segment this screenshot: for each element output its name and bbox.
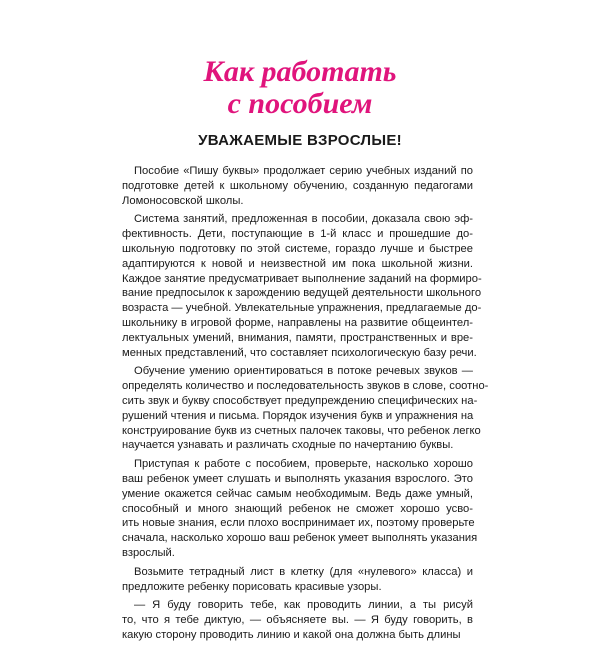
text-line: рушений чтения и письма. Порядок изучения букв и упражнения на: [122, 409, 474, 422]
text-line: способный и много знающий ребенок не сможет хорошо усво-: [122, 502, 473, 515]
text-line: то, что я тебе диктую, — объясняете вы. — Я буду говорить, в: [122, 614, 473, 627]
body-text: [110, 164, 489, 647]
section-heading: УВАЖАЕМЫЕ ВЗРОСЛЫЕ!: [198, 132, 402, 149]
page-title-line-1: Как работать: [203, 55, 397, 88]
text-line: подготовке детей к школьному обучению, созданную педагогами: [122, 179, 473, 192]
text-line: фективность. Дети, поступающие в 1-й класс и прошедшие до-: [122, 228, 473, 241]
paragraph: [110, 364, 489, 453]
text-line: менных представлений, что составляет психологическую базу речи.: [122, 346, 477, 359]
text-line: школьнику в игровой форме, направлены на развитие общеинтел-: [122, 316, 473, 329]
text-line: взрослый.: [122, 546, 175, 559]
text-line: Пособие «Пишу буквы» продолжает серию учебных изданий по: [134, 165, 473, 177]
text-line: адаптируются к новой и неизвестной им пока школьной жизни.: [122, 257, 473, 270]
text-line: Каждое занятие предусматривает выполнение заданий на формиро-: [122, 272, 482, 285]
text-line: предложите ребенку порисовать красивые узоры.: [122, 580, 382, 593]
text-line: ить новые знания, если плохо воспринимает их, поэтому проверьте: [122, 517, 475, 530]
text-line: Приступая к работе с пособием, проверьте, насколько хорошо: [134, 458, 473, 471]
text-line: школьную подготовку по этой системе, гораздо лучше и быстрее: [122, 242, 473, 255]
text-line: сначала, насколько хорошо ваш ребенок умеет выполнять указания: [122, 532, 478, 545]
page-title-line-2: с пособием: [227, 87, 373, 120]
text-line: вание предпосылок к зарождению ведущей деятельности школьного: [122, 287, 482, 300]
paragraph: [110, 164, 473, 208]
text-line: сить звук и букву способствует предупреждению специфических на-: [122, 394, 478, 407]
text-line: ваш ребенок умеет слушать и выполнять указания взрослого. Это: [122, 472, 473, 485]
text-line: Ломоносовской школы.: [122, 194, 244, 207]
text-line: Возьмите тетрадный лист в клетку (для «нулевого» класса) и: [134, 565, 473, 578]
text-line: конструирование букв из счетных палочек таковы, что ребенок легко: [122, 424, 481, 437]
text-line: научается узнавать и различать сходные по начертанию буквы.: [122, 439, 454, 452]
paragraph: [110, 457, 478, 561]
text-line: какую сторону проводить линию и какой она должна быть длины: [122, 628, 461, 641]
text-line: лектуальных умений, внимания, памяти, пространственных и вре-: [122, 331, 473, 344]
text-line: — Я буду говорить тебе, как проводить линии, а ты рисуй: [134, 599, 473, 612]
paragraph: [110, 598, 473, 642]
text-line: умение окажется сейчас самым необходимым. Ведь даже умный,: [122, 487, 473, 500]
text-line: Система занятий, предложенная в пособии, доказала свою эф-: [134, 213, 473, 226]
text-line: определять количество и последовательность звуков в слове, соотно-: [122, 380, 489, 393]
text-line: возраста — учебной. Увлекательные упражнения, предлагаемые до-: [122, 302, 482, 315]
paragraph: [110, 212, 482, 360]
text-line: Обучение умению ориентироваться в потоке речевых звуков —: [134, 365, 473, 378]
paragraph: [110, 565, 473, 595]
